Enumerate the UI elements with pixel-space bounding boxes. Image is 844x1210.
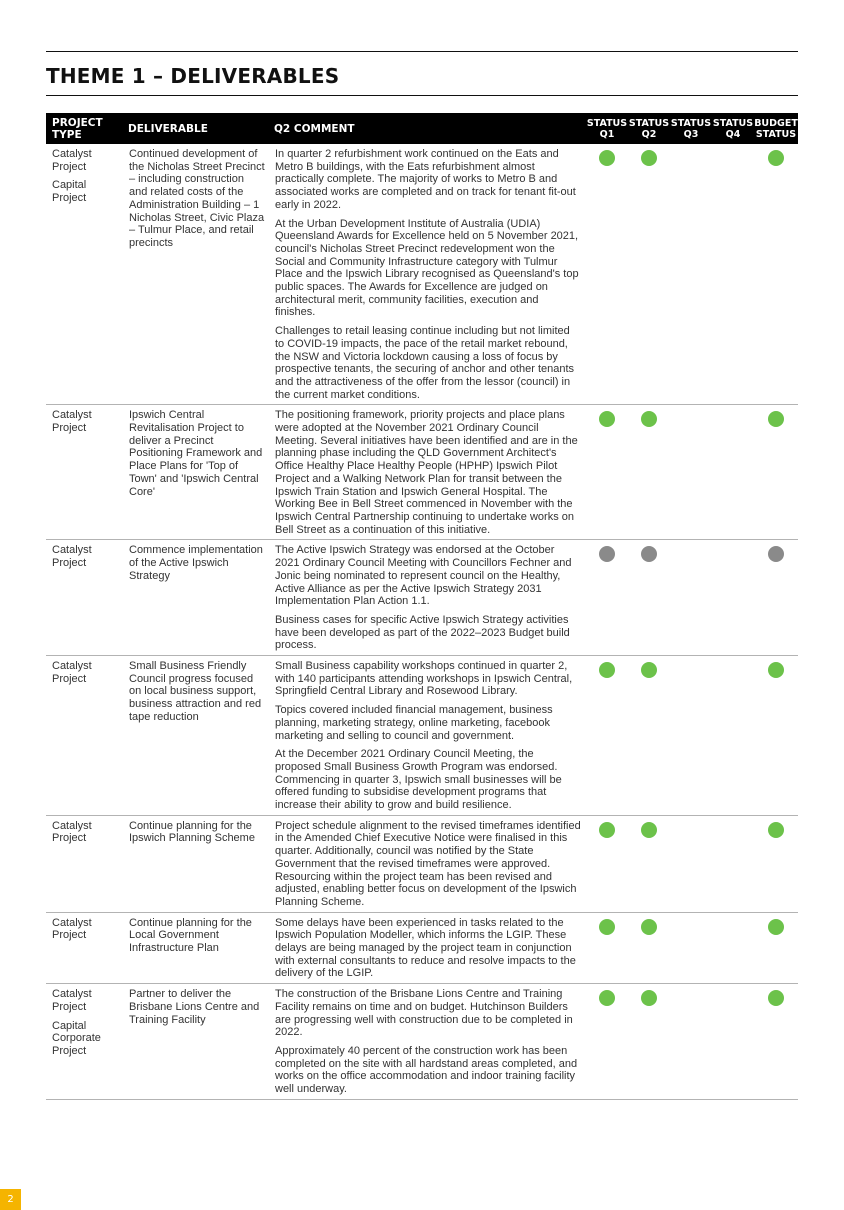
status-q4-cell [712, 540, 754, 656]
header-status-q2: STATUS Q2 [628, 113, 670, 144]
comment-cell [270, 984, 586, 1100]
status-q2-cell [628, 144, 670, 405]
comment-cell [270, 656, 586, 816]
comment-paragraph: Some delays have been experienced in tasks related to the Ipswich Population Modeller, which informs the LGIP. These delays are being managed by the project team in conjunction with external consultants to reduce and resolve impacts to the delivery of the LGIP. [275, 916, 576, 980]
table-row [46, 984, 798, 1100]
table-body [46, 144, 798, 1099]
comment-paragraph: The construction of the Brisbane Lions Centre and Training Facility remains on time and on budget. Hutchinson Builders are progressing well with construction due to be completed in 2022. [275, 988, 573, 1039]
status-grey-dot-icon [599, 546, 615, 562]
status-q3-cell [670, 815, 712, 912]
header-status-q4: STATUS Q4 [712, 113, 754, 144]
project-type: Catalyst Project [52, 544, 92, 570]
page-number-tab: 2 [0, 1189, 21, 1210]
status-green-dot-icon [599, 919, 615, 935]
project-type: Catalyst Project [52, 988, 92, 1013]
status-green-dot-icon [599, 990, 615, 1006]
comment-paragraph: Small Business capability workshops continued in quarter 2, with 140 participants attending workshops in Ipswich Central, Springfield Central Library and Rosewood Library. [275, 660, 573, 698]
status-q3-cell [670, 405, 712, 540]
table-header-row [46, 113, 798, 144]
status-grey-dot-icon [768, 546, 784, 562]
deliverable-cell: Continued development of the Nicholas Street Precinct – including construction and related costs of the Administration Building – 1 Nicholas Street, Civic Plaza – Tulmur Place, and retail precincts [124, 144, 270, 405]
status-budget-cell [754, 815, 798, 912]
comment-cell [270, 540, 586, 656]
status-q1-cell [586, 656, 628, 816]
comment-paragraph: Project schedule alignment to the revised timeframes identified in the Amended Chief Executive Notice were finalised in this quarter. Additionally, council was notified by the State Government that the revised timeframes were approved. Resourcing within the project team has been revised and adjusted, enabling better focus on development of the Ipswich Planning Scheme. [275, 819, 581, 908]
table-row [46, 405, 798, 540]
status-green-dot-icon [768, 990, 784, 1006]
deliverable-cell: Ipswich Central Revitalisation Project to deliver a Precinct Positioning Framework and Place Plans for 'Top of Town' and 'Ipswich Central Core' [124, 405, 270, 540]
status-green-dot-icon [768, 150, 784, 166]
comment-paragraph: In quarter 2 refurbishment work continued on the Eats and Metro B buildings, with the Eats refurbishment almost practically complete. The majority of works to Metro B and associated works are completed and on track for tenant fit-out early in 2022. [275, 148, 576, 211]
header-status-q1: STATUS Q1 [586, 113, 628, 144]
status-q4-cell [712, 912, 754, 984]
status-green-dot-icon [641, 150, 657, 166]
status-q2-cell [628, 912, 670, 984]
status-green-dot-icon [768, 822, 784, 838]
header-budget-status: BUDGET STATUS [754, 113, 798, 144]
header-project-type: PROJECT TYPE [46, 113, 124, 144]
status-budget-cell [754, 656, 798, 816]
status-q2-cell [628, 984, 670, 1100]
status-q4-cell [712, 405, 754, 540]
status-green-dot-icon [768, 411, 784, 427]
status-green-dot-icon [641, 919, 657, 935]
status-budget-cell [754, 912, 798, 984]
comment-cell [270, 815, 586, 912]
status-q4-cell [712, 656, 754, 816]
comment-paragraph: Business cases for specific Active Ipswich Strategy activities have been developed as part of the 2022–2023 Budget build process. [275, 613, 570, 652]
deliverable-cell: Small Business Friendly Council progress focused on local business support, business attraction and red tape reduction [124, 656, 270, 816]
header-deliverable: DELIVERABLE [124, 113, 270, 144]
status-green-dot-icon [641, 990, 657, 1006]
deliverable-cell: Commence implementation of the Active Ipswich Strategy [124, 540, 270, 656]
comment-paragraph: The positioning framework, priority projects and place plans were adopted at the November 2021 Ordinary Council Meeting. Several initiatives have been identified and are in the planning phase including the QLD Government Architect's Office Healthy Place Healthy People (HPHP) Ipswich Pilot Project and a Walking Network Plan for transit between the Ipswich Train Station and Ipswich General Hospital. The Working Bee in Bell Street commenced in November with the Ipswich Central Partnership continuing to undertake works on Bell Street as a continuation of this initiative. [275, 409, 578, 536]
comment-paragraph: At the Urban Development Institute of Australia (UDIA) Queensland Awards for Excellence held on 5 November 2021, council's Nicholas Street Precinct redevelopment won the Social and Community Infrastructure category with Tulmur Place and the Ipswich Library recognised as Queensland's top public spaces. The Awards for Excellence are judged on architectural merit, community facilities, execution and finishes. [275, 217, 579, 319]
project-type-cell [46, 912, 124, 984]
project-type: Catalyst Project [52, 916, 92, 942]
project-type: Catalyst Project [52, 148, 92, 173]
table-row [46, 912, 798, 984]
status-budget-cell [754, 984, 798, 1100]
table-row [46, 815, 798, 912]
table-row [46, 144, 798, 405]
status-green-dot-icon [768, 662, 784, 678]
table-row [46, 540, 798, 656]
project-type: Capital Project [52, 179, 87, 205]
deliverable-cell: Partner to deliver the Brisbane Lions Centre and Training Facility [124, 984, 270, 1100]
status-q4-cell [712, 144, 754, 405]
status-q2-cell [628, 815, 670, 912]
status-grey-dot-icon [641, 546, 657, 562]
status-q1-cell [586, 540, 628, 656]
project-type: Capital Corporate Project [52, 1019, 101, 1057]
status-q1-cell [586, 405, 628, 540]
status-budget-cell [754, 405, 798, 540]
project-type-cell [46, 540, 124, 656]
status-green-dot-icon [641, 662, 657, 678]
status-q3-cell [670, 656, 712, 816]
project-type: Catalyst Project [52, 819, 92, 845]
status-green-dot-icon [599, 411, 615, 427]
status-q2-cell [628, 540, 670, 656]
status-q1-cell [586, 144, 628, 405]
status-green-dot-icon [599, 662, 615, 678]
comment-paragraph: Topics covered included financial management, business planning, marketing strategy, online marketing, facebook marketing and selling to council and government. [275, 704, 553, 742]
comment-paragraph: The Active Ipswich Strategy was endorsed at the October 2021 Ordinary Council Meeting with Councillors Fechner and Jonic being nominated to represent council on the Healthy, Active Alliance as per the Active Ipswich Strategy 2031 Implementation Plan Action 1.1. [275, 544, 572, 608]
header-q2-comment: Q2 COMMENT [270, 113, 586, 144]
status-q1-cell [586, 912, 628, 984]
deliverable-cell: Continue planning for the Local Government Infrastructure Plan [124, 912, 270, 984]
comment-cell [270, 144, 586, 405]
status-green-dot-icon [641, 411, 657, 427]
status-green-dot-icon [768, 919, 784, 935]
status-q3-cell [670, 984, 712, 1100]
status-green-dot-icon [641, 822, 657, 838]
page-title: THEME 1 – DELIVERABLES [46, 52, 798, 96]
project-type: Catalyst Project [52, 409, 92, 435]
comment-paragraph: Approximately 40 percent of the construction work has been completed on the site with all hardstand areas completed, and works on the office accommodation and indoor training facility well underway. [275, 1045, 578, 1096]
status-green-dot-icon [599, 822, 615, 838]
status-q3-cell [670, 144, 712, 405]
project-type-cell [46, 656, 124, 816]
comment-paragraph: Challenges to retail leasing continue including but not limited to COVID-19 impacts, the pace of the retail market rebound, the NSW and Victoria lockdown causing a loss of focus by prospective tenants, the securing of anchor and other tenants and the attractiveness of the offer from the lessor (council) in the current market conditions. [275, 325, 575, 401]
project-type: Catalyst Project [52, 660, 92, 685]
status-q2-cell [628, 405, 670, 540]
project-type-cell [46, 815, 124, 912]
deliverable-cell: Continue planning for the Ipswich Planning Scheme [124, 815, 270, 912]
status-budget-cell [754, 540, 798, 656]
status-q4-cell [712, 815, 754, 912]
header-status-q3: STATUS Q3 [670, 113, 712, 144]
deliverables-table [46, 113, 798, 1100]
status-q2-cell [628, 656, 670, 816]
comment-cell [270, 405, 586, 540]
project-type-cell [46, 405, 124, 540]
status-budget-cell [754, 144, 798, 405]
table-row [46, 656, 798, 816]
status-q1-cell [586, 815, 628, 912]
comment-cell [270, 912, 586, 984]
status-q3-cell [670, 912, 712, 984]
project-type-cell [46, 144, 124, 405]
status-q4-cell [712, 984, 754, 1100]
status-green-dot-icon [599, 150, 615, 166]
comment-paragraph: At the December 2021 Ordinary Council Meeting, the proposed Small Business Growth Program was endorsed. Commencing in quarter 3, Ipswich small businesses will be offered funding to subsidise development programs that increase their ability to grow and build resilience. [275, 748, 562, 812]
status-q1-cell [586, 984, 628, 1100]
status-q3-cell [670, 540, 712, 656]
page [46, 51, 798, 1100]
project-type-cell [46, 984, 124, 1100]
